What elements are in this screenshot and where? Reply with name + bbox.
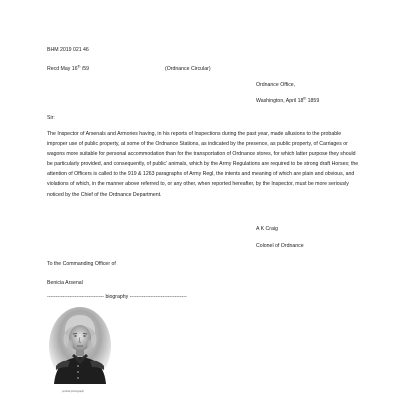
biography-divider: --------------------------------- biography --------------------------------- [47, 294, 187, 300]
received-date: Recd May 16th /59 [47, 64, 90, 72]
letter-dateline: Washington, April 18th 1859 [256, 96, 320, 104]
document-reference: BHM 2019 021 46 [47, 47, 89, 53]
addressee-location: Benicia Arsenal [47, 280, 83, 286]
salutation: Sir: [47, 115, 55, 121]
letter-body: The Inspector of Arsenals and Armories having, in his reports of Inspections during the past year, made allusions to the probable improper use of public property, at some of the Ordnance Stations, as indicated by the presence, as public property, of Carriages or wagons more suitable for personal accommodation than for the transportation of Ordnance stores, for which latter purpose they should be particularly provided, and consequently, of public' animals, which by the Army Regulations are required to be strong draft Horses; the attention of Officers is called to the 919 & 1263 paragraphs of Army Regl, the intents and meaning of which are plain and obvious, and violations of which, in the manner above referred to, or any other, when reported hereafter, by the Inspector, must be more seriously noticed by the Chief of the Ordnance Department. [47, 131, 359, 198]
signature-title: Colonel of Ordnance [256, 243, 304, 249]
addressee: To the Commanding Officer of [47, 261, 116, 267]
circular-label: (Ordnance Circular) [165, 66, 211, 72]
signature-name: A K Craig [256, 226, 278, 232]
office-name: Ordnance Office, [256, 82, 296, 88]
portrait-caption: portrait photograph [62, 390, 84, 393]
portrait-photo [48, 306, 112, 386]
portrait-photo-graphic [48, 306, 112, 386]
